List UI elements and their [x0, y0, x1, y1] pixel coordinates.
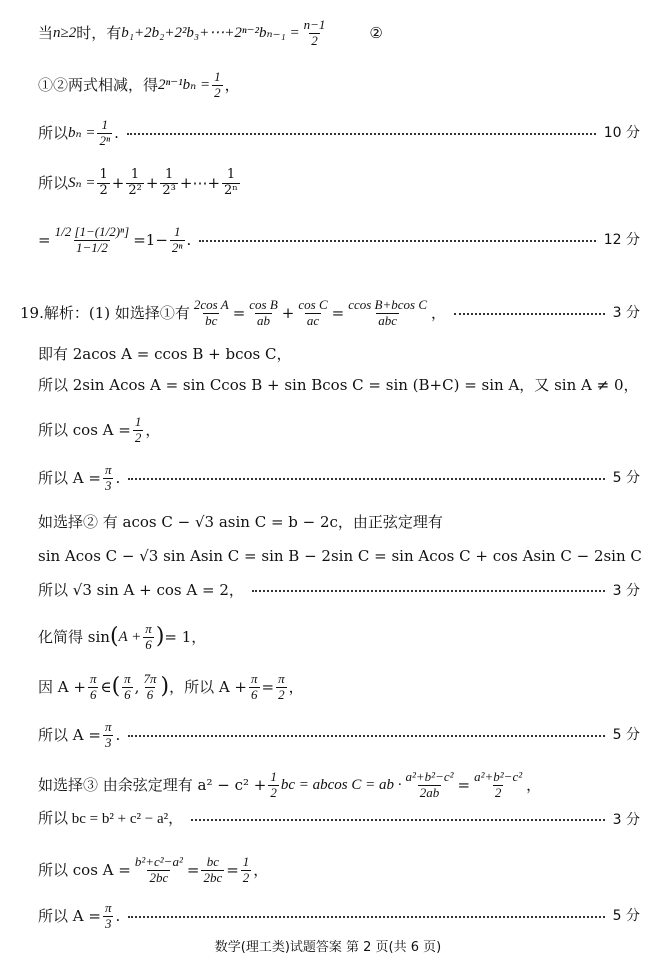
line-2: ①②两式相减，得 2ⁿ⁻¹bₙ = $\frac{1}{2}$ ，: [38, 69, 240, 100]
line-13: 所以 √3 sin A + cos A = 2， 3 分: [38, 581, 640, 599]
line-3: 所以 bₙ = $\frac{1}{\text{2ⁿ}}$ . 10 分: [38, 117, 640, 148]
line-9: 所以 cos A = $\frac{1}{2}$ ，: [38, 414, 161, 445]
dot-leader: [128, 734, 604, 737]
fraction: $\frac{n-1}{2}$: [303, 17, 326, 48]
line-16: 所以 A = $\frac{\pi}{3}$ . 5 分: [38, 719, 640, 750]
line-19: 所以 cos A = $\frac{\text{b²+c²−a²}}{2bc}$ = $\frac{bc}{2bc}$ = $\frac{1}{2}$ ，: [38, 854, 269, 885]
score: 12 分: [603, 232, 640, 249]
question-number: 19.: [20, 303, 44, 322]
equation-tag: ②: [369, 23, 383, 42]
score: 5 分: [612, 470, 640, 487]
compound-fraction: $\frac{\text{1/2 [1−(1/2)ⁿ]}}{1-1/2}$: [54, 224, 130, 255]
dot-leader: [252, 589, 605, 592]
line-10: 所以 A = $\frac{\pi}{3}$ . 5 分: [38, 462, 640, 493]
score: 3 分: [612, 582, 640, 599]
dot-leader: [128, 477, 604, 480]
line-8: 所以 2sin Acos A = sin Ccos B + sin Bcos C = sin (B+C) = sin A，又 sin A ≠ 0，: [38, 376, 639, 394]
score: 5 分: [612, 908, 640, 925]
score: 5 分: [612, 727, 640, 744]
line-14: 化简得 sin ( A + $\frac{\pi}{6}$ ) = 1，: [38, 621, 207, 652]
fraction: $\frac{1}{\text{2ⁿ}}$: [99, 117, 111, 148]
line-20: 所以 A = $\frac{\pi}{3}$ . 5 分: [38, 900, 640, 931]
line-12: sin Acos C − √3 sin Asin C = sin B − 2sin C = sin Acos C + cos Asin C − 2sin C: [38, 547, 642, 565]
line-6: 19. 解析：(1) 如选择①有 $\frac{\text{2cos A}}{bc}$ = $\frac{\text{cos B}}{ab}$ + $\frac{\text{cos C}}{ac}$ = $\frac{\text{ccos B+bcos C}}{\text{abc}}$ ， 3 分: [20, 297, 640, 328]
score: 3 分: [612, 305, 640, 322]
dot-leader: [127, 132, 596, 135]
line-17: 如选择③ 由余弦定理有 a² − c² + $\frac{1}{2}$ bc = abcos C = ab · $\frac{\text{a²+b²−c²}}{2ab}$ = $\frac{\text{a²+b²−c²}}{2}$ ，: [38, 769, 542, 800]
line-5: = $\frac{\text{1/2 [1−(1/2)ⁿ]}}{1-1/2}$ =1− $\frac{1}{\text{2ⁿ}}$ . 12 分: [38, 224, 640, 255]
line-4: 所以 Sₙ = $\frac{1}{2}$ + $\frac{1}{\text{2²}}$ + $\frac{1}{\text{2³}}$ +⋯+ $\frac{1}{\text{2ⁿ}}$: [38, 167, 238, 198]
line-15: 因 A + $\frac{\pi}{6}$ ∈ ( $\frac{\pi}{6}$ , $\frac{7\pi}{6}$ ) ，所以 A + $\frac{\pi}{6}$ = $\frac{\pi}{2}$ ，: [38, 671, 304, 702]
dot-leader: [199, 239, 595, 242]
line-18: 所以 bc = b² + c² − a²， 3 分: [38, 811, 640, 828]
line-1: 当 n≥2 时，有 b₁+2b₂+2²b₃+⋯+2ⁿ⁻²bₙ₋₁ = $\frac{n-1}{2}$ ②: [38, 17, 383, 48]
dot-leader: [191, 818, 605, 821]
score: 3 分: [612, 811, 640, 828]
line-11: 如选择② 有 acos C − √3 asin C = b − 2c，由正弦定理有: [38, 513, 443, 531]
fraction: $\frac{1}{2}$: [214, 69, 221, 100]
page-footer: 数学(理工类)试题答案 第 2 页(共 6 页): [214, 940, 442, 955]
dot-leader: [454, 312, 605, 315]
score: 10 分: [603, 125, 640, 142]
line-7: 即有 2acos A = ccos B + bcos C，: [38, 345, 292, 363]
dot-leader: [128, 915, 604, 918]
